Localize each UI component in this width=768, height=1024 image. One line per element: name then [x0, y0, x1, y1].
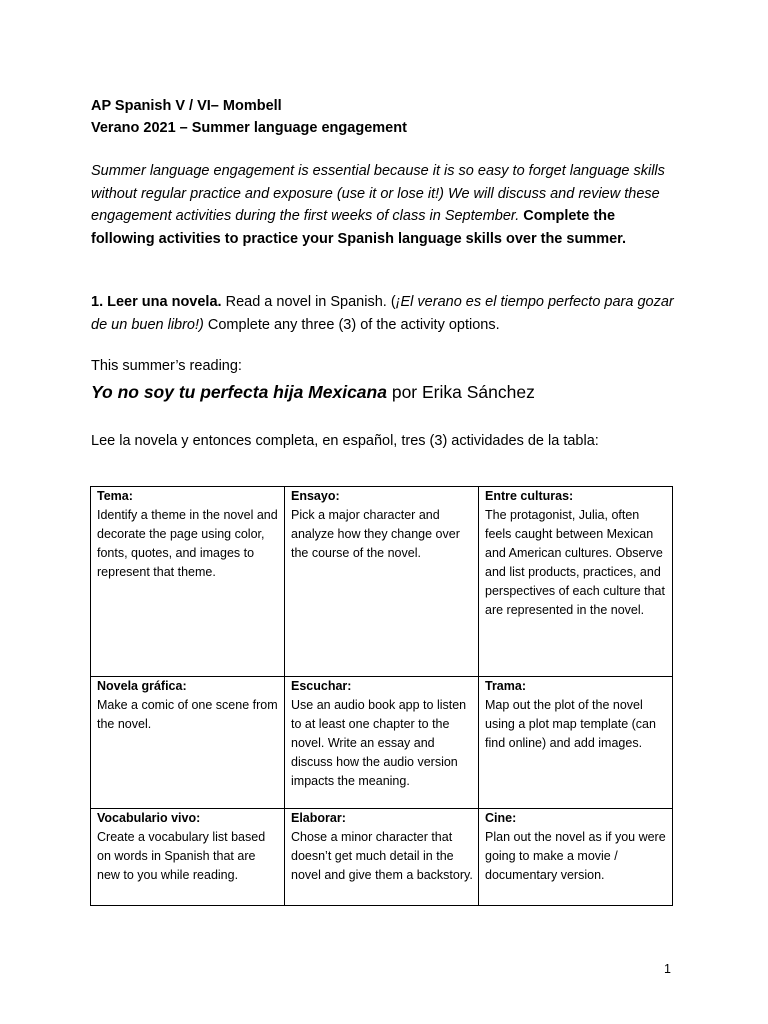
- table-cell: [479, 677, 673, 809]
- cell-title: Novela gráfica:: [97, 679, 187, 693]
- assignment-title: Verano 2021 – Summer language engagement: [91, 120, 407, 136]
- table-cell: [285, 677, 479, 809]
- reading-label: This summer’s reading:: [91, 358, 242, 374]
- cell-text: Plan out the novel as if you were going to make a movie / documentary version.: [485, 830, 666, 882]
- activity-table: [90, 486, 673, 906]
- cell-text: Make a comic of one scene from the novel.: [97, 698, 278, 731]
- table-row: [91, 487, 673, 677]
- cell-text: The protagonist, Julia, often feels caught between Mexican and American cultures. Observe and list products, practices, and perspectives of each culture that are represented in the novel.: [485, 508, 665, 617]
- cell-title: Vocabulario vivo:: [97, 811, 201, 825]
- table-cell: [479, 487, 673, 677]
- page-number: 1: [664, 962, 671, 976]
- table-cell: [91, 677, 285, 809]
- table-row: [91, 677, 673, 809]
- novel-line: [91, 382, 535, 403]
- cell-text: Pick a major character and analyze how they change over the course of the novel.: [291, 508, 460, 560]
- table-row: [91, 809, 673, 906]
- cell-text: Create a vocabulary list based on words in Spanish that are new to you while reading.: [97, 830, 266, 882]
- cell-text: Chose a minor character that doesn’t get much detail in the novel and give them a backstory.: [291, 830, 473, 882]
- section-1-heading: 1. Leer una novela.: [91, 294, 222, 310]
- intro-bold-text: Complete the following activities to practice your Spanish language skills over the summer.: [91, 208, 627, 247]
- cell-title: Entre culturas:: [485, 489, 574, 503]
- table-cell: [285, 487, 479, 677]
- cell-title: Elaborar:: [291, 811, 346, 825]
- table-cell: [479, 809, 673, 906]
- cell-text: Use an audio book app to listen to at least one chapter to the novel. Write an essay and discuss how the audio version impacts the meaning.: [291, 698, 467, 788]
- course-title: AP Spanish V / VI– Mombell: [91, 98, 282, 114]
- cell-title: Cine:: [485, 811, 517, 825]
- cell-title: Tema:: [97, 489, 133, 503]
- section-1-italic: ¡El verano es el tiempo perfecto para gozar de un buen libro!): [91, 294, 674, 333]
- cell-title: Trama:: [485, 679, 526, 693]
- cell-text: Map out the plot of the novel using a plot map template (can find online) and add images.: [485, 698, 656, 750]
- novel-author: por Erika Sánchez: [386, 382, 535, 402]
- novel-title: Yo no soy tu perfecta hija Mexicana: [91, 382, 387, 402]
- table-instructions: Lee la novela y entonces completa, en español, tres (3) actividades de la tabla:: [91, 433, 599, 449]
- intro-italic-text: Summer language engagement is essential because it is so easy to forget language skills without regular practice and exposure (use it or lose it!) We will discuss and review these engagement activities during the first weeks of class in September.: [91, 163, 665, 224]
- cell-title: Escuchar:: [291, 679, 352, 693]
- table-cell: [285, 809, 479, 906]
- table-cell: [91, 487, 285, 677]
- section-1-text-1: Read a novel in Spanish. (: [225, 294, 396, 310]
- section-1-text-2: Complete any three (3) of the activity options.: [203, 317, 500, 333]
- table-cell: [91, 809, 285, 906]
- cell-text: Identify a theme in the novel and decorate the page using color, fonts, quotes, and images to represent that theme.: [97, 508, 278, 579]
- section-1-paragraph: [91, 291, 681, 337]
- intro-paragraph: [91, 160, 681, 250]
- cell-title: Ensayo:: [291, 489, 340, 503]
